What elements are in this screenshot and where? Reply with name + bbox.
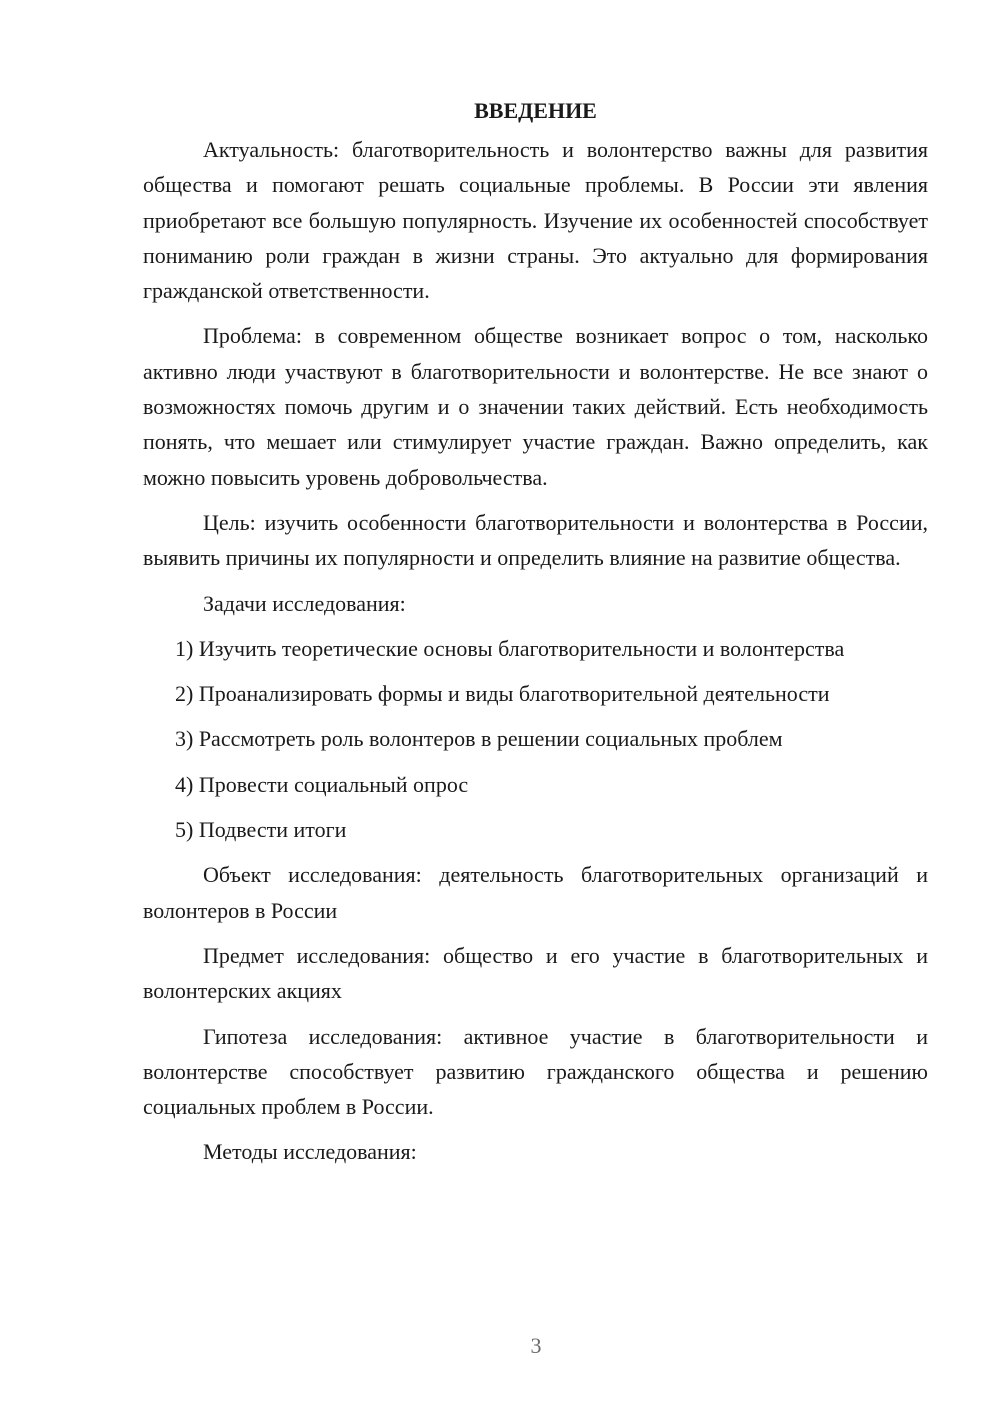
paragraph-methods: Методы исследования: xyxy=(203,1139,417,1165)
tasks-list xyxy=(143,631,928,847)
task-item-4: 4) Провести социальный опрос xyxy=(175,771,469,797)
paragraph-relevance: Актуальность: благотворительность и волонтерство важны для развития общества и помогают решать социальные проблемы. В России эти явления приобретают все большую популярность. Изучение их особенностей способствует пониманию роли граждан в жизни страны. Это актуально для формирования гражданской ответственности. xyxy=(143,137,928,304)
task-item-1 xyxy=(143,631,928,666)
task-item-3: 3) Рассмотреть роль волонтеров в решении социальных проблем xyxy=(175,726,783,752)
task-item-1-text: 1) Изучить теоретические основы благотворительности и волонтерства xyxy=(175,635,845,661)
paragraph-problem: Проблема: в современном обществе возникает вопрос о том, насколько активно люди участвуют в благотворительности и волонтерстве. Не все знают о возможностях помочь другим и о значении таких действий. Есть необходимость понять, что мешает или стимулирует участие граждан. Важно определить, как можно повысить уровень добровольчества. xyxy=(143,323,928,490)
paragraph-subject: Предмет исследования: общество и его участие в благотворительных и волонтерских акциях xyxy=(143,942,928,1004)
page-content xyxy=(143,96,928,1180)
paragraph-goal: Цель: изучить особенности благотворительности и волонтерства в России, выявить причины их популярности и определить влияние на развитие общества. xyxy=(143,509,928,571)
page-number: 3 xyxy=(530,1333,542,1358)
paragraph-hypothesis: Гипотеза исследования: активное участие в благотворительности и волонтерстве способствует развитию гражданского общества и решению социальных проблем в России. xyxy=(143,1023,928,1120)
task-item-5: 5) Подвести итоги xyxy=(175,817,347,843)
paragraph-object: Объект исследования: деятельность благотворительных организаций и волонтеров в России xyxy=(143,862,928,923)
section-heading: ВВЕДЕНИЕ xyxy=(474,98,597,123)
paragraph-tasks-intro: Задачи исследования: xyxy=(203,590,406,616)
task-item-2: 2) Проанализировать формы и виды благотворительной деятельности xyxy=(175,681,830,707)
